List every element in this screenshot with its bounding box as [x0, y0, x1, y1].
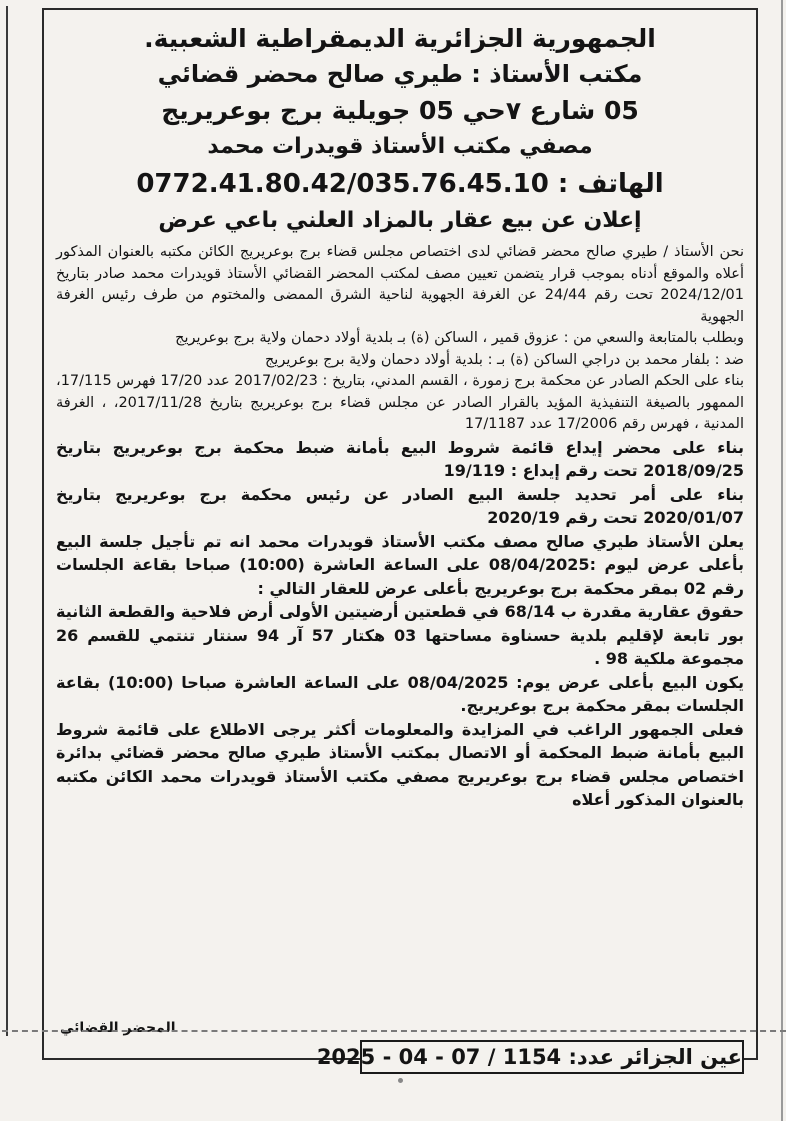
republic-title: الجمهورية الجزائرية الديمقراطية الشعبية.	[144, 24, 656, 53]
phone-line: الهاتف : 0772.41.80.42/035.76.45.10	[136, 169, 664, 199]
column-divider-right	[781, 0, 783, 1121]
cut-line	[2, 1030, 786, 1032]
column-divider-left	[6, 6, 8, 1036]
notice-paragraph: حقوق عقارية مقدرة ب 68/14 في قطعتين أرضيتين الأولى أرض فلاحية والقطعة الثانية بور تابعة لإقليم بلدية حسناوة مساحتها 03 هكتار 57 آر 94 سنتار تنتمي للقسم 26 مجموعة ملكية 98 .	[56, 602, 745, 668]
signature: المحضر القضائي	[60, 1020, 176, 1036]
notice-paragraph: بناء على محضر إيداع قائمة شروط البيع بأمانة ضبط محكمة برج بوعريريج بتاريخ 2018/09/25 تحت رقم إيداع : 19/119	[56, 437, 744, 480]
liquidator-line: مصفي مكتب الأستاذ قويدرات محمد	[207, 134, 593, 159]
notice-paragraph: ضد : بلفار محمد بن دراجي الساكن (ة) بـ : بلدية أولاد دحمان ولاية برج بوعريريج	[264, 351, 744, 368]
legal-notice	[42, 8, 758, 1060]
notice-paragraph: فعلى الجمهور الراغب في المزايدة والمعلومات أكثر يرجى الاطلاع على قائمة شروط البيع بأمانة ضبط المحكمة أو الاتصال بمكتب الأستاذ طيري صالح محضر قضائي بدائرة اختصاص مجلس قضاء برج بوعريريج مصفي مكتب الأستاذ قويدرات محمد الكائن مكتبه بالعنوان المذكور أعلاه	[56, 719, 744, 809]
office-name: مكتب الأستاذ : طيري صالح محضر قضائي	[157, 60, 643, 88]
notice-paragraph: نحن الأستاذ / طيري صالح محضر قضائي لدى اختصاص مجلس قضاء برج بوعريريج الكائن مكتبه بالعنوان المذكور أعلاه والموقع أدناه بموجب قرار يتضمن تعيين مصف لمكتب المحضر القضائي الأستاذ قويدرات محمد صادر بتاريخ 2024/12/01 تحت رقم 24/44 عن الغرفة الجهوية لناحية الشرق الممضى والمختوم من طرف رئيس الغرفة الجهوية	[56, 244, 744, 325]
notice-paragraph: وبطلب بالمتابعة والسعي من : عزوق قمير ، الساكن (ة) بـ بلدية أولاد دحمان ولاية برج بوعريريج	[175, 330, 744, 346]
notice-body	[44, 238, 756, 812]
notice-header	[44, 10, 756, 238]
notice-paragraph: يكون البيع بأعلى عرض يوم: 08/04/2025 على الساعة العاشرة صباحا (10:00) بقاعة الجلسات بمقر محكمة برج بوعريريج.	[56, 672, 744, 715]
notice-title: إعلان عن بيع عقار بالمزاد العلني باعي عرض	[158, 208, 642, 233]
notice-paragraph: يعلن الأستاذ طيري صالح مصف مكتب الأستاذ قويدرات محمد انه تم تأجيل جلسة البيع بأعلى عرض ليوم :08/04/2025 على الساعة العاشرة (10:00) صباحا بقاعة الجلسات رقم 02 بمقر محكمة برج بوعريريج بأعلى عرض للعقار التالي :	[56, 531, 744, 598]
office-address: 05 شارع ٧حي 05 جويلية برج بوعريريج	[161, 96, 639, 125]
publication-reference: عين الجزائر عدد: 1154 / 07 - 04 - 2025	[360, 1040, 744, 1074]
ink-dot	[398, 1078, 403, 1083]
notice-paragraph: بناء على أمر تحديد جلسة البيع الصادر عن رئيس محكمة برج بوعريريج بتاريخ 2020/01/07 تحت رقم 2020/19	[56, 484, 744, 527]
notice-paragraph: بناء على الحكم الصادر عن محكمة برج زمورة ، القسم المدني، بتاريخ : 2017/02/23 عدد 17/20 فهرس 17/115، الممهور بالصيغة التنفيذية المؤيد بالقرار الصادر عن مجلس قضاء برج بوعريريج بتاريخ 2017/11/28، ، الغرفة المدنية ، فهرس رقم 17/2006 عدد 17/1187	[56, 373, 744, 432]
